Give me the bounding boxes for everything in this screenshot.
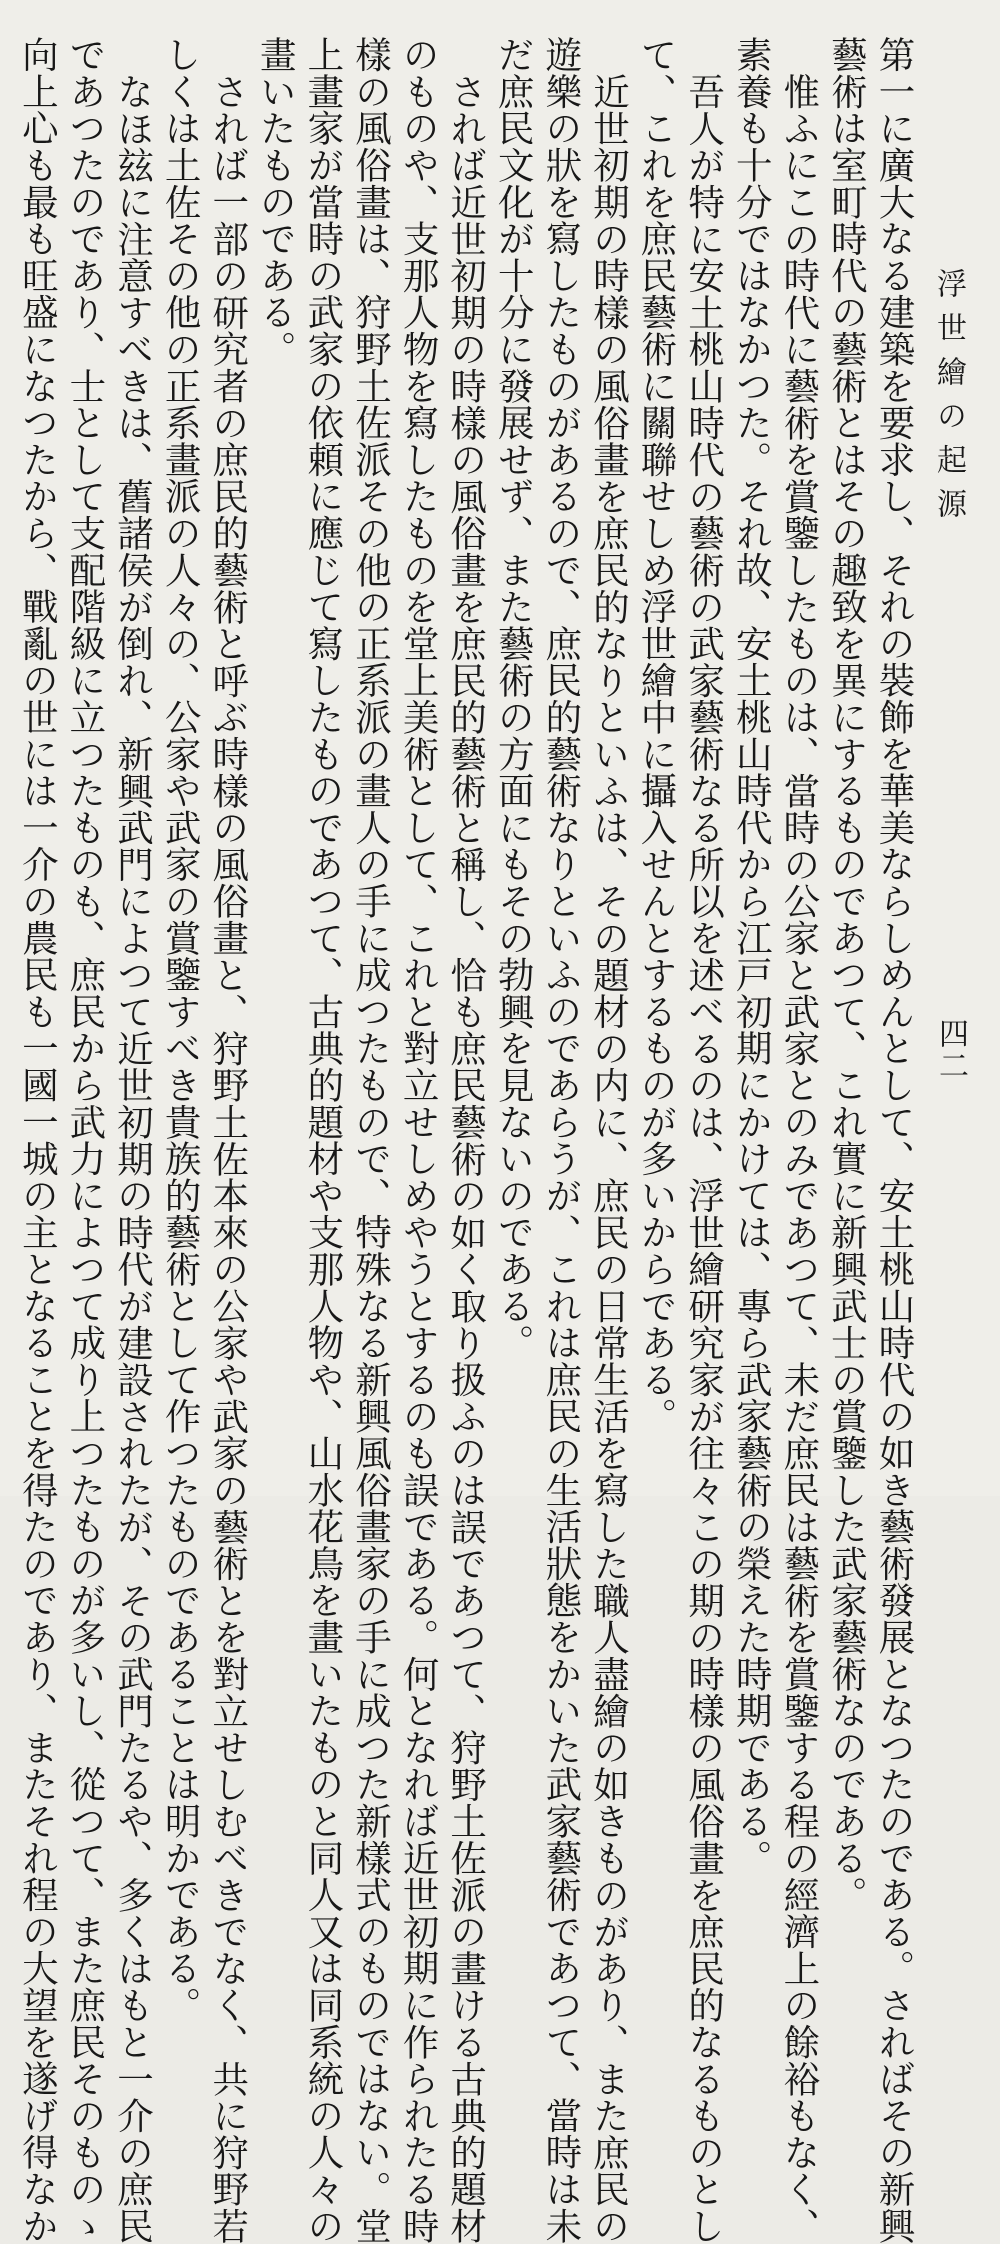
text-line: 遊樂の狀を寫したものがあるので、庶民的藝術なりといふのであらうが、これは庶民の生活狀態をかいた武家藝術であつて、當時は未	[539, 36, 583, 2244]
text-line: 上畫家が當時の武家の依頼に應じて寫したものであつて、古典的題材や支那人物や、山水花鳥を畫いたものと同人又は同系統の人々の	[301, 36, 345, 2244]
text-line: 藝術は室町時代の藝術とはその趣致を異にするものであつて、これ實に新興武士の賞鑒した武家藝術なのである。	[825, 36, 869, 1913]
text-line: のものや、支那人物を寫したものを堂上美術として、これと對立せしめやうとするのも誤である。何となれば近世初期に作られたる時	[397, 36, 441, 2244]
text-line: 素養も十分ではなかつた。それ故、安土桃山時代から江戸初期にかけては、專ら武家藝術の榮えた時期である。	[730, 36, 774, 1876]
text-line: されば近世初期の時樣の風俗畫を庶民的藝術と稱し、恰も庶民藝術の如く取り扱ふのは誤であつて、狩野土佐派の畫ける古典的題材	[444, 73, 488, 2244]
text-line: 吾人が特に安土桃山時代の藝術の武家藝術なる所以を述べるのは、浮世繪研究家が往々この期の時樣の風俗畫を庶民的なるものとし	[682, 73, 726, 2244]
body-text	[16, 36, 918, 2244]
text-line: て、これを庶民藝術に關聯せしめ浮世繪中に攝入せんとするものが多いからである。	[635, 36, 679, 1435]
running-header-title: 浮世繪の起源	[931, 268, 966, 532]
text-line: なほ玆に注意すべきは、舊諸侯が倒れ、新興武門によつて近世初期の時代が建設されたが、その武門たるや、多くはもと一介の庶民	[111, 73, 155, 2244]
text-line: 近世初期の時樣の風俗畫を庶民的なりといふは、その題材の内に、庶民の日常生活を寫した職人盡繪の如きものがあり、また庶民の	[587, 73, 631, 2244]
text-line: であつたのであり、士として支配階級に立つたものも、庶民から武力によつて成り上つたものが多いし、從つて、また庶民そのものゝ	[63, 36, 107, 2244]
text-line: 惟ふにこの時代に藝術を賞鑒したものは、當時の公家と武家とのみであつて、未だ庶民は藝術を賞鑒する程の經濟上の餘裕もなく、	[777, 73, 821, 2244]
text-line: 向上心も最も旺盛になつたから、戰亂の世には一介の農民も一國一城の主となることを得たのであり、またそれ程の大望を遂げ得なか	[16, 36, 60, 2244]
text-line: しくは土佐その他の正系畫派の人々の、公家や武家の賞鑒すべき貴族的藝術として作つたものであることは明かである。	[159, 36, 203, 2024]
text-line: 第一に廣大なる建築を要求し、それの裝飾を華美ならしめんとして、安土桃山時代の如き藝術發展となつたのである。さればその新興	[873, 36, 916, 2244]
text-line: だ庶民文化が十分に發展せず、また藝術の方面にもその勃興を見ないのである。	[492, 36, 536, 1361]
text-line: されば一部の研究者の庶民的藝術と呼ぶ時樣の風俗畫と、狩野土佐本來の公家や武家の藝術とを對立せしむべきでなく、共に狩野若	[206, 73, 250, 2244]
page-number: 四二	[933, 1018, 968, 1082]
text-line: 畫いたものである。	[254, 36, 298, 368]
text-line: 樣の風俗畫は、狩野土佐派その他の正系派の畫人の手に成つたもので、特殊なる新興風俗畫家の手に成つた新樣式のものではない。堂	[349, 36, 393, 2244]
